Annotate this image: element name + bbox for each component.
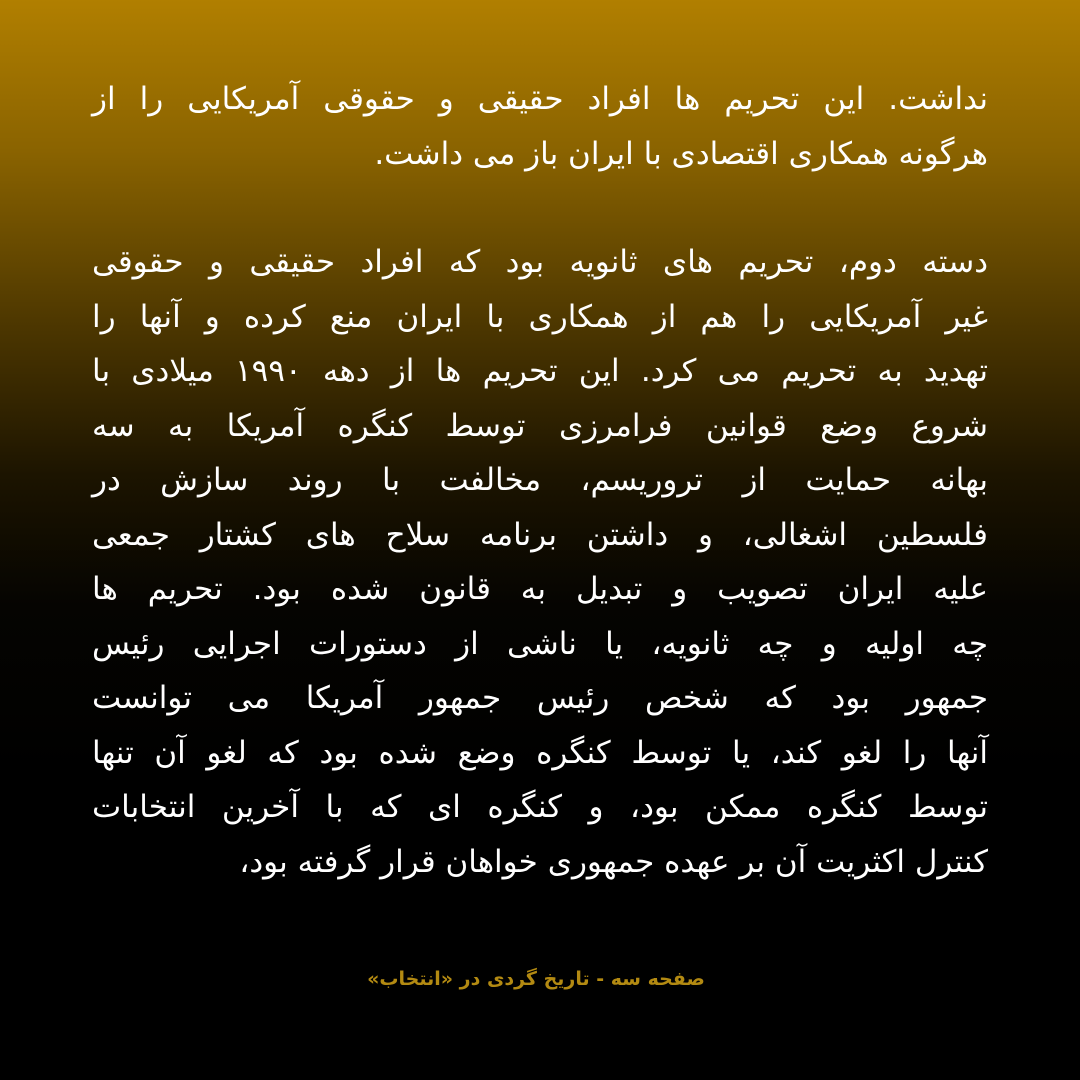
paragraph-2-line: غیر آمریکایی را هم از همکاری با ایران منع کرده و آنها را xyxy=(92,298,988,335)
paragraph-2-line: آنها را لغو کند، یا توسط کنگره وضع شده بود که لغو آن تنها xyxy=(92,734,988,771)
paragraph-1-line: هرگونه همکاری اقتصادی با ایران باز می داشت. xyxy=(374,135,988,172)
paragraph-1-line: نداشت. این تحریم ها افراد حقیقی و حقوقی آمریکایی را از xyxy=(92,81,988,117)
article-body xyxy=(92,72,988,889)
paragraph-2-line: تهدید به تحریم می کرد. این تحریم ها از دهه ۱۹۹۰ میلادی با xyxy=(92,353,988,389)
paragraph-2-line: توسط کنگره ممکن بود، و کنگره ای که با آخرین انتخابات xyxy=(92,789,988,825)
paragraph-2-line: فلسطین اشغالی، و داشتن برنامه سلاح های کشتار جمعی xyxy=(92,516,988,553)
paragraph-2-line: دسته دوم، تحریم های ثانویه بود که افراد حقیقی و حقوقی xyxy=(92,244,988,280)
paragraph-2-line: کنترل اکثریت آن بر عهده جمهوری خواهان قرار گرفته بود، xyxy=(239,843,988,880)
page-footer xyxy=(0,968,1080,990)
paragraph-2-line: چه اولیه و چه ثانویه، یا ناشی از دستورات اجرایی رئیس xyxy=(92,625,988,662)
paragraph-2-line: بهانه حمایت از تروریسم، مخالفت با روند سازش در xyxy=(92,462,988,498)
paragraph-2 xyxy=(92,235,988,889)
paragraph-2-line: شروع وضع قوانین فرامرزی توسط کنگره آمریکا به سه xyxy=(92,407,988,444)
footer-caption: صفحه سه - تاریخ گردی در «انتخاب» xyxy=(367,968,705,990)
paragraph-2-line: جمهور بود که شخص رئیس جمهور آمریکا می توانست xyxy=(92,680,988,716)
paragraph-1 xyxy=(92,72,988,181)
paragraph-2-line: علیه ایران تصویب و تبدیل به قانون شده بود. تحریم ها xyxy=(92,571,988,607)
